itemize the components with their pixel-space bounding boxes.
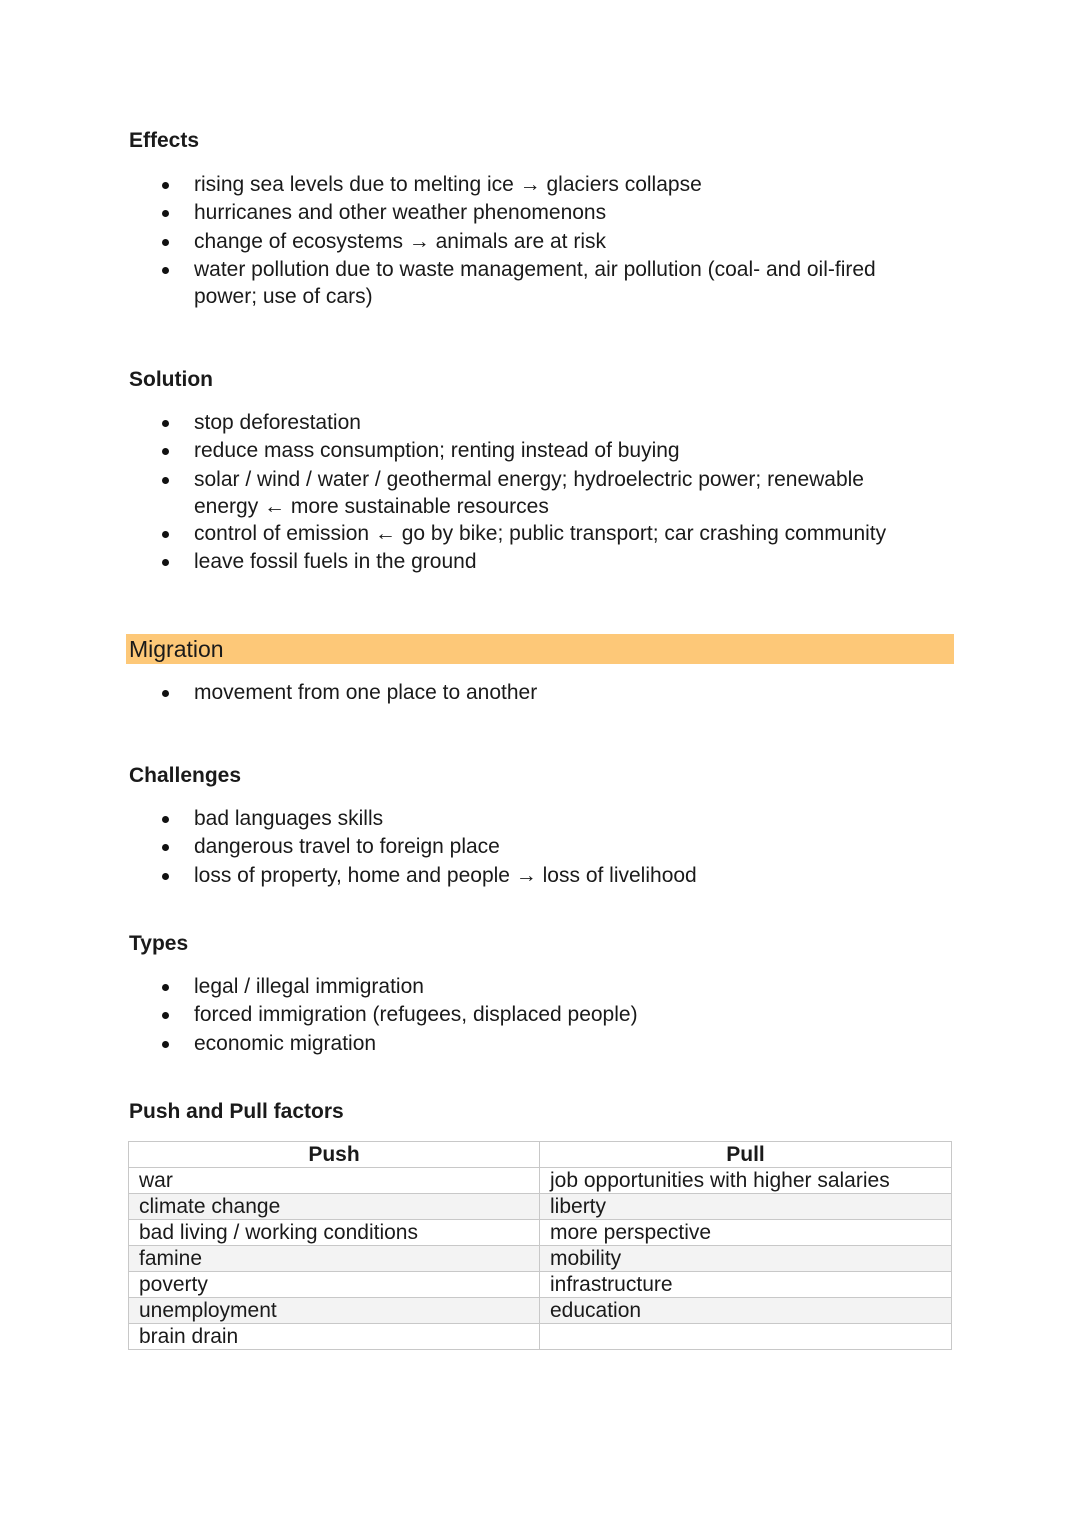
bullet-icon [162, 267, 169, 274]
push-pull-heading: Push and Pull factors [129, 1100, 344, 1123]
bullet-icon [162, 420, 169, 427]
table-row [129, 1194, 952, 1220]
list-item: solar / wind / water / geothermal energy; hydroelectric power; renewable energy ← more sustainable resources [160, 466, 940, 520]
pull-cell: mobility [540, 1246, 952, 1272]
list-item: leave fossil fuels in the ground [160, 548, 940, 576]
migration-list [160, 679, 940, 707]
table-row [129, 1246, 952, 1272]
list-item: loss of property, home and people → loss of livelihood [160, 862, 940, 890]
effects-heading: Effects [129, 129, 200, 152]
push-cell: unemployment [129, 1298, 540, 1324]
challenges-list [160, 805, 940, 890]
push-pull-table [128, 1141, 952, 1350]
bullet-icon [162, 984, 169, 991]
push-cell: war [129, 1168, 540, 1194]
bullet-icon [162, 210, 169, 217]
push-cell: brain drain [129, 1324, 540, 1350]
solution-heading: Solution [129, 368, 213, 391]
push-cell: bad living / working conditions [129, 1220, 540, 1246]
pull-cell: liberty [540, 1194, 952, 1220]
list-item: bad languages skills [160, 805, 940, 833]
bullet-icon [162, 1041, 169, 1048]
push-cell: poverty [129, 1272, 540, 1298]
table-row [129, 1220, 952, 1246]
challenges-heading: Challenges [129, 764, 242, 787]
bullet-icon [162, 559, 169, 566]
list-item: control of emission ← go by bike; public transport; car crashing community [160, 520, 940, 548]
list-item: dangerous travel to foreign place [160, 833, 940, 861]
bullet-icon [162, 477, 169, 484]
list-item: hurricanes and other weather phenomenons [160, 199, 940, 227]
types-heading: Types [129, 932, 189, 955]
bullet-icon [162, 182, 169, 189]
list-item: stop deforestation [160, 409, 940, 437]
pull-cell: infrastructure [540, 1272, 952, 1298]
migration-section-band [126, 634, 954, 664]
push-cell: famine [129, 1246, 540, 1272]
table-row [129, 1272, 952, 1298]
table-row [129, 1168, 952, 1194]
column-header-pull: Pull [540, 1142, 952, 1168]
list-item: economic migration [160, 1030, 940, 1058]
pull-cell: job opportunities with higher salaries [540, 1168, 952, 1194]
bullet-icon [162, 816, 169, 823]
column-header-push: Push [129, 1142, 540, 1168]
types-list [160, 973, 940, 1058]
list-item: rising sea levels due to melting ice → glaciers collapse [160, 171, 940, 199]
pull-cell: education [540, 1298, 952, 1324]
push-cell: climate change [129, 1194, 540, 1220]
migration-title: Migration [129, 636, 224, 662]
table-header-row [129, 1142, 952, 1168]
bullet-icon [162, 531, 169, 538]
list-item: legal / illegal immigration [160, 973, 940, 1001]
pull-cell: more perspective [540, 1220, 952, 1246]
pull-cell [540, 1324, 952, 1350]
table-row [129, 1324, 952, 1350]
bullet-icon [162, 239, 169, 246]
bullet-icon [162, 844, 169, 851]
list-item: movement from one place to another [160, 679, 940, 707]
list-item: forced immigration (refugees, displaced people) [160, 1001, 940, 1029]
effects-list [160, 171, 940, 310]
solution-list [160, 409, 940, 577]
table-row [129, 1298, 952, 1324]
bullet-icon [162, 448, 169, 455]
bullet-icon [162, 873, 169, 880]
bullet-icon [162, 1012, 169, 1019]
list-item: change of ecosystems → animals are at risk [160, 228, 940, 256]
list-item: water pollution due to waste management, air pollution (coal- and oil-fired power; use of cars) [160, 256, 940, 310]
bullet-icon [162, 690, 169, 697]
list-item: reduce mass consumption; renting instead of buying [160, 437, 940, 465]
